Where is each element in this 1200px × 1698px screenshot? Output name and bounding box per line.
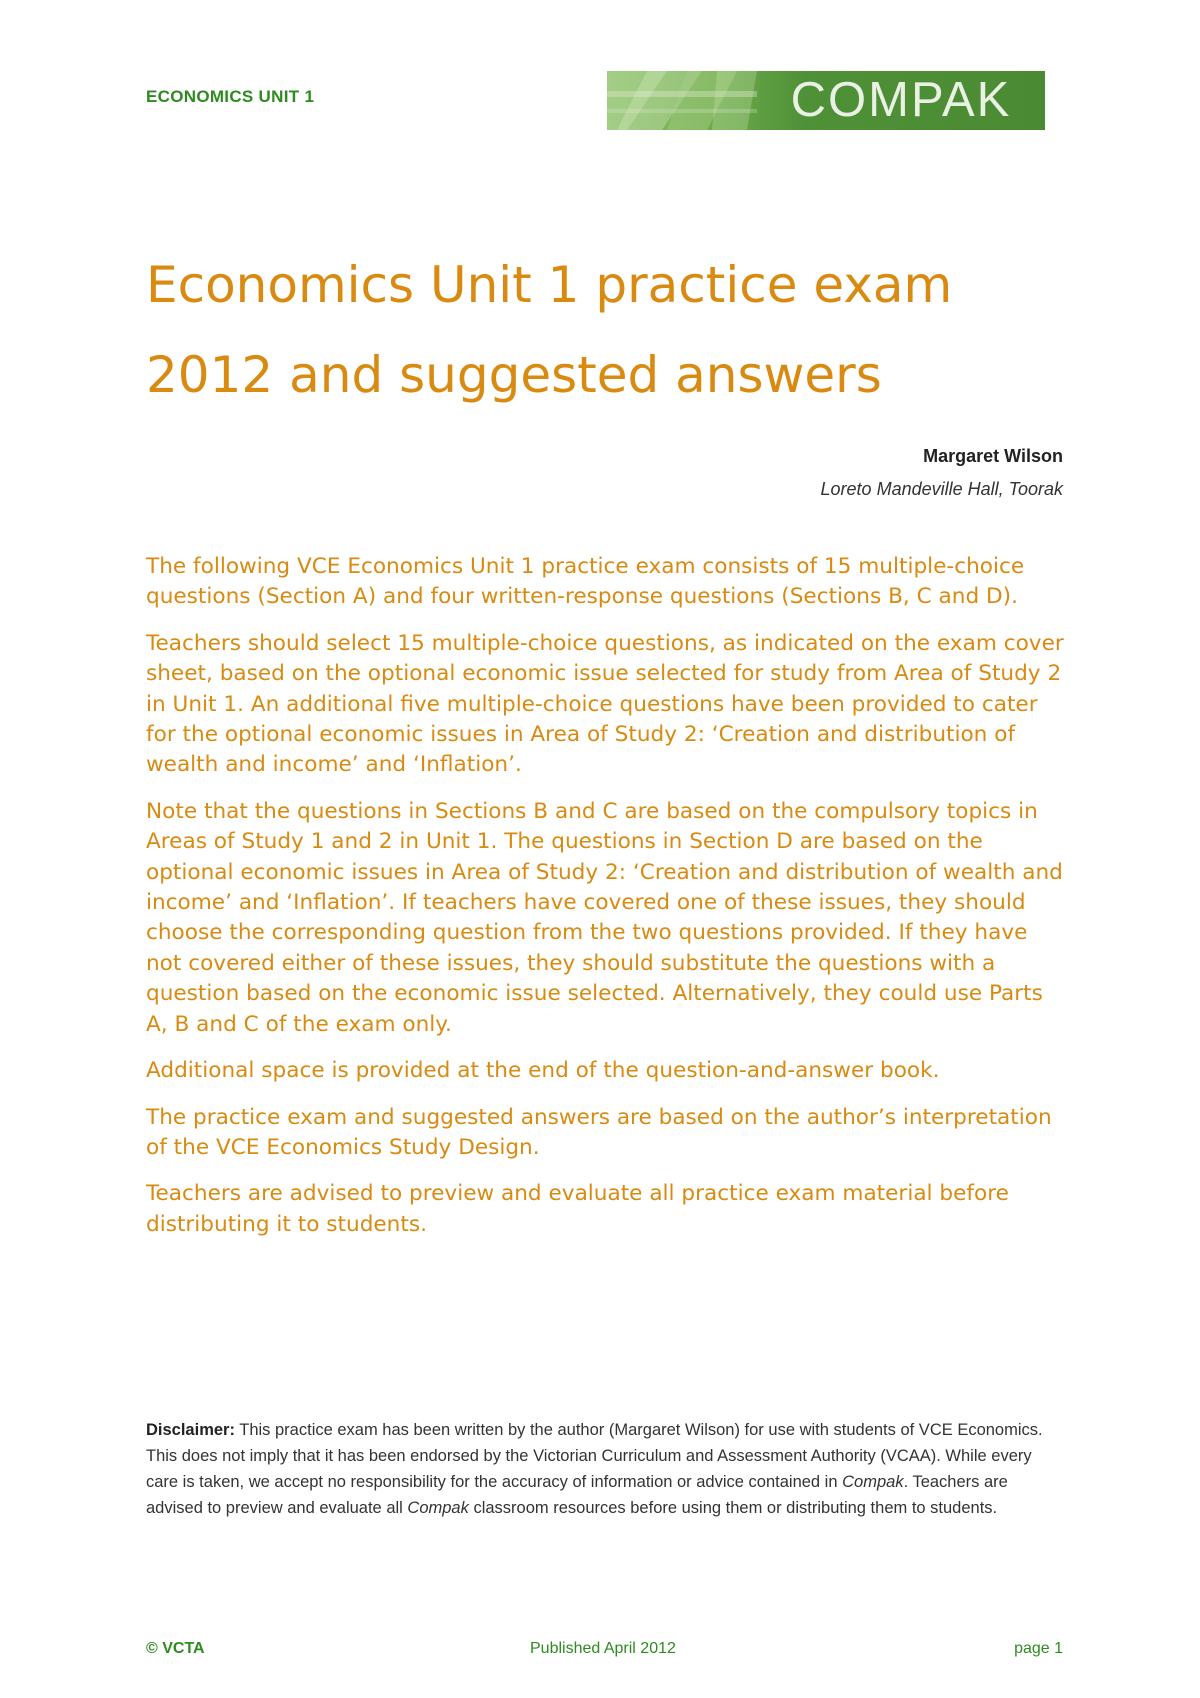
- disclaimer-label: Disclaimer:: [146, 1421, 235, 1439]
- disclaimer: [146, 1417, 1066, 1521]
- disclaimer-text: classroom resources before using them or distributing them to students.: [468, 1499, 998, 1517]
- intro-paragraph: The practice exam and suggested answers are based on the author’s interpretation of the VCE Economics Study Design.: [146, 1104, 1052, 1160]
- intro-paragraph: Additional space is provided at the end of the question-and-answer book.: [146, 1058, 940, 1084]
- disclaimer-text: This practice exam has been written by the author (Margaret Wilson) for use with students of VCE Economics. This does not imply that it has been endorsed by the Victorian Curriculum and Assessment Authority (VCAA). While every care is taken, we accept no responsibility for the accuracy of information or advice contained in: [146, 1421, 1043, 1491]
- footer-page-number: page 1: [1014, 1640, 1063, 1657]
- intro-paragraph: The following VCE Economics Unit 1 practice exam consists of 15 multiple-choice questions (Section A) and four written-response questions (Sections B, C and D).: [146, 554, 1025, 610]
- title-line-1: Economics Unit 1 practice exam: [146, 256, 953, 314]
- unit-label: ECONOMICS UNIT 1: [146, 87, 315, 106]
- disclaimer-compak: Compak: [842, 1473, 904, 1491]
- intro-paragraph: Teachers should select 15 multiple-choice questions, as indicated on the exam cover sheet, based on the optional economic issue selected for study from Area of Study 2 in Unit 1. An additional five multiple-choice questions have been provided to cater for the optional economic issues in Area of Study 2: ‘Creation and distribution of wealth and income’ and ‘Inflation’.: [146, 630, 1064, 778]
- logo-text: COMPAK: [790, 73, 1012, 127]
- footer-copyright: © VCTA: [146, 1640, 205, 1657]
- title-line-2: 2012 and suggested answers: [146, 346, 882, 404]
- author-affiliation: Loreto Mandeville Hall, Toorak: [820, 479, 1063, 499]
- author-name: Margaret Wilson: [923, 446, 1063, 466]
- footer-published: Published April 2012: [530, 1640, 676, 1657]
- disclaimer-text: . Teachers are advised to preview and evaluate all: [146, 1473, 1008, 1517]
- disclaimer-compak: Compak: [407, 1499, 469, 1517]
- intro-section: [146, 552, 1066, 1256]
- compak-logo: [607, 71, 1045, 130]
- page-title: [146, 240, 1046, 420]
- intro-paragraph: Note that the questions in Sections B and C are based on the compulsory topics in Areas of Study 1 and 2 in Unit 1. The questions in Section D are based on the optional economic issues in Area of Study 2: ‘Creation and distribution of wealth and income’ and ‘Inflation’. If teachers have covered one of these issues, they should choose the corresponding question from the two questions provided. If they have not covered either of these issues, they should substitute the questions with a question based on the economic issue selected. Alternatively, they could use Parts A, B and C of the exam only.: [146, 798, 1063, 1037]
- intro-paragraph: Teachers are advised to preview and evaluate all practice exam material before distributing it to students.: [146, 1181, 1009, 1237]
